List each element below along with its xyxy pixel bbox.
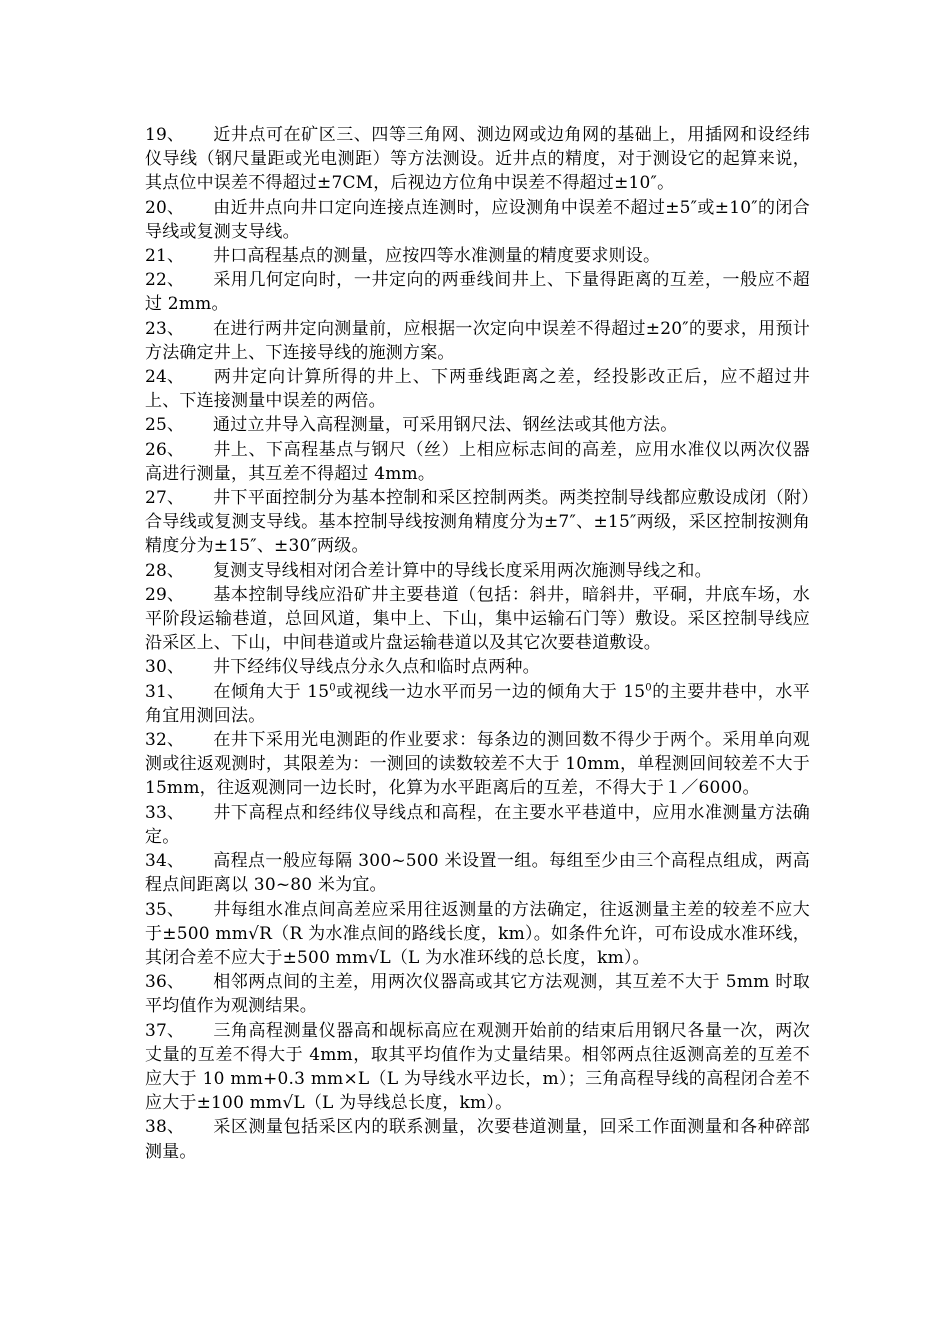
item-text: 在进行两井定向测量前，应根据一次定向中误差不得超过±20″的要求，用预计方法确定井上、下连接导线的施测方案。 (145, 318, 810, 363)
item-number: 21、 (145, 246, 185, 267)
item-22 (145, 268, 810, 316)
item-36 (145, 970, 810, 1018)
item-27 (145, 486, 810, 559)
item-text: 相邻两点间的主差，用两次仪器高或其它方法观测，其互差不大于 5mm 时取平均值作为观测结果。 (145, 972, 810, 1017)
item-text: 井下经纬仪导线点分永久点和临时点两种。 (213, 657, 540, 678)
item-number: 31、 (145, 681, 185, 702)
item-33 (145, 801, 810, 849)
item-text: 井每组水准点间高差应采用往返测量的方法确定，往返测量主差的较差不应大于±500 mm√R（R 为水准点间的路线长度，km）。如条件允许，可布设成水准环线，其闭合差不应大于±500 mm√L（L 为水准环线的总长度，km）。 (145, 899, 810, 968)
item-number: 20、 (145, 197, 185, 218)
item-number: 38、 (145, 1117, 185, 1138)
item-31 (145, 680, 810, 728)
item-28 (145, 559, 810, 583)
item-26 (145, 438, 810, 486)
item-text: 由近井点向井口定向连接点连测时，应设测角中误差不超过±5″或±10″的闭合导线或复测支导线。 (145, 197, 810, 242)
item-29 (145, 583, 810, 656)
item-number: 23、 (145, 318, 185, 339)
item-19 (145, 123, 810, 196)
item-text: 井口高程基点的测量，应按四等水准测量的精度要求则设。 (213, 246, 661, 267)
item-text: 两井定向计算所得的井上、下两垂线距离之差，经投影改正后，应不超过井上、下连接测量中误差的两倍。 (145, 367, 810, 412)
item-number: 32、 (145, 730, 185, 751)
item-text: 复测支导线相对闭合差计算中的导线长度采用两次施测导线之和。 (213, 560, 712, 581)
item-number: 24、 (145, 367, 185, 388)
item-number: 28、 (145, 560, 185, 581)
item-text: 采区测量包括采区内的联系测量，次要巷道测量，回采工作面测量和各种碎部测量。 (145, 1117, 810, 1162)
item-34 (145, 849, 810, 897)
item-number: 26、 (145, 439, 185, 460)
item-text: 高程点一般应每隔 300~500 米设置一组。每组至少由三个高程点组成，两高程点间距离以 30~80 米为宜。 (145, 851, 810, 896)
item-number: 27、 (145, 488, 185, 509)
item-text: 或视线一边水平而另一边的倾角大于 15 (335, 681, 646, 702)
item-37 (145, 1019, 810, 1116)
item-text: 三角高程测量仪器高和觇标高应在观测开始前的结束后用钢尺各量一次，两次丈量的互差不得大于 4mm，取其平均值作为丈量结果。相邻两点往返测高差的互差不应大于 10 mm+0.3 mm×L（L 为导线水平边长，m）；三角高程导线的高程闭合差不应大于±100 mm√L（L 为导线总长度，km）。 (145, 1020, 810, 1114)
item-number: 33、 (145, 802, 185, 823)
item-32 (145, 728, 810, 801)
item-number: 37、 (145, 1020, 185, 1041)
item-21 (145, 244, 810, 268)
degree-superscript: 0 (645, 682, 652, 694)
item-text: 井上、下高程基点与钢尺（丝）上相应标志间的高差，应用水准仪以两次仪器高进行测量，其互差不得超过 4mm。 (145, 439, 810, 484)
item-number: 29、 (145, 584, 185, 605)
item-text: 通过立井导入高程测量，可采用钢尺法、钢丝法或其他方法。 (213, 415, 678, 436)
item-number: 35、 (145, 899, 185, 920)
item-number: 25、 (145, 415, 185, 436)
item-35 (145, 898, 810, 971)
item-text: 基本控制导线应沿矿井主要巷道（包括：斜井，暗斜井，平硐，井底车场，水平阶段运输巷道，总回风道，集中上、下山，集中运输石门等）敷设。采区控制导线应沿采区上、下山，中间巷道或片盘运输巷道以及其它次要巷道敷设。 (145, 584, 810, 654)
item-text: 近井点可在矿区三、四等三角网、测边网或边角网的基础上，用插网和设经纬仪导线（钢尺量距或光电测距）等方法测设。近井点的精度，对于测设它的起算来说，其点位中误差不得超过±7CM，后视边方位角中误差不得超过±10″。 (145, 125, 810, 194)
item-number: 22、 (145, 270, 185, 291)
item-20 (145, 196, 810, 244)
item-text: 井下平面控制分为基本控制和采区控制两类。两类控制导线都应敷设成闭（附）合导线或复测支导线。基本控制导线按测角精度分为±7″、±15″两级，采区控制按测角精度分为±15″、±30″两级。 (145, 488, 810, 557)
item-25 (145, 413, 810, 437)
item-text: 的主要井巷中，水平角宜用测回法。 (145, 681, 810, 726)
item-number: 36、 (145, 972, 185, 993)
item-number: 30、 (145, 657, 185, 678)
item-24 (145, 365, 810, 413)
item-text: 井下高程点和经纬仪导线点和高程，在主要水平巷道中，应用水准测量方法确定。 (145, 802, 810, 847)
degree-superscript: 0 (329, 682, 336, 694)
item-number: 34、 (145, 851, 185, 872)
item-number: 19、 (145, 125, 185, 145)
item-38 (145, 1115, 810, 1163)
item-23 (145, 317, 810, 365)
item-text: 在井下采用光电测距的作业要求：每条边的测回数不得少于两个。采用单向观测或往返观测时，其限差为：一测回的读数较差不大于 10mm，单程测回间较差不大于 15mm，往返观测同一边长时，化算为水平距离后的互差，不得大于１／6000。 (145, 730, 810, 799)
item-text: 在倾角大于 15 (213, 681, 330, 702)
item-text: 采用几何定向时，一井定向的两垂线间井上、下量得距离的互差，一般应不超过 2mm。 (145, 270, 810, 315)
item-30 (145, 655, 810, 679)
